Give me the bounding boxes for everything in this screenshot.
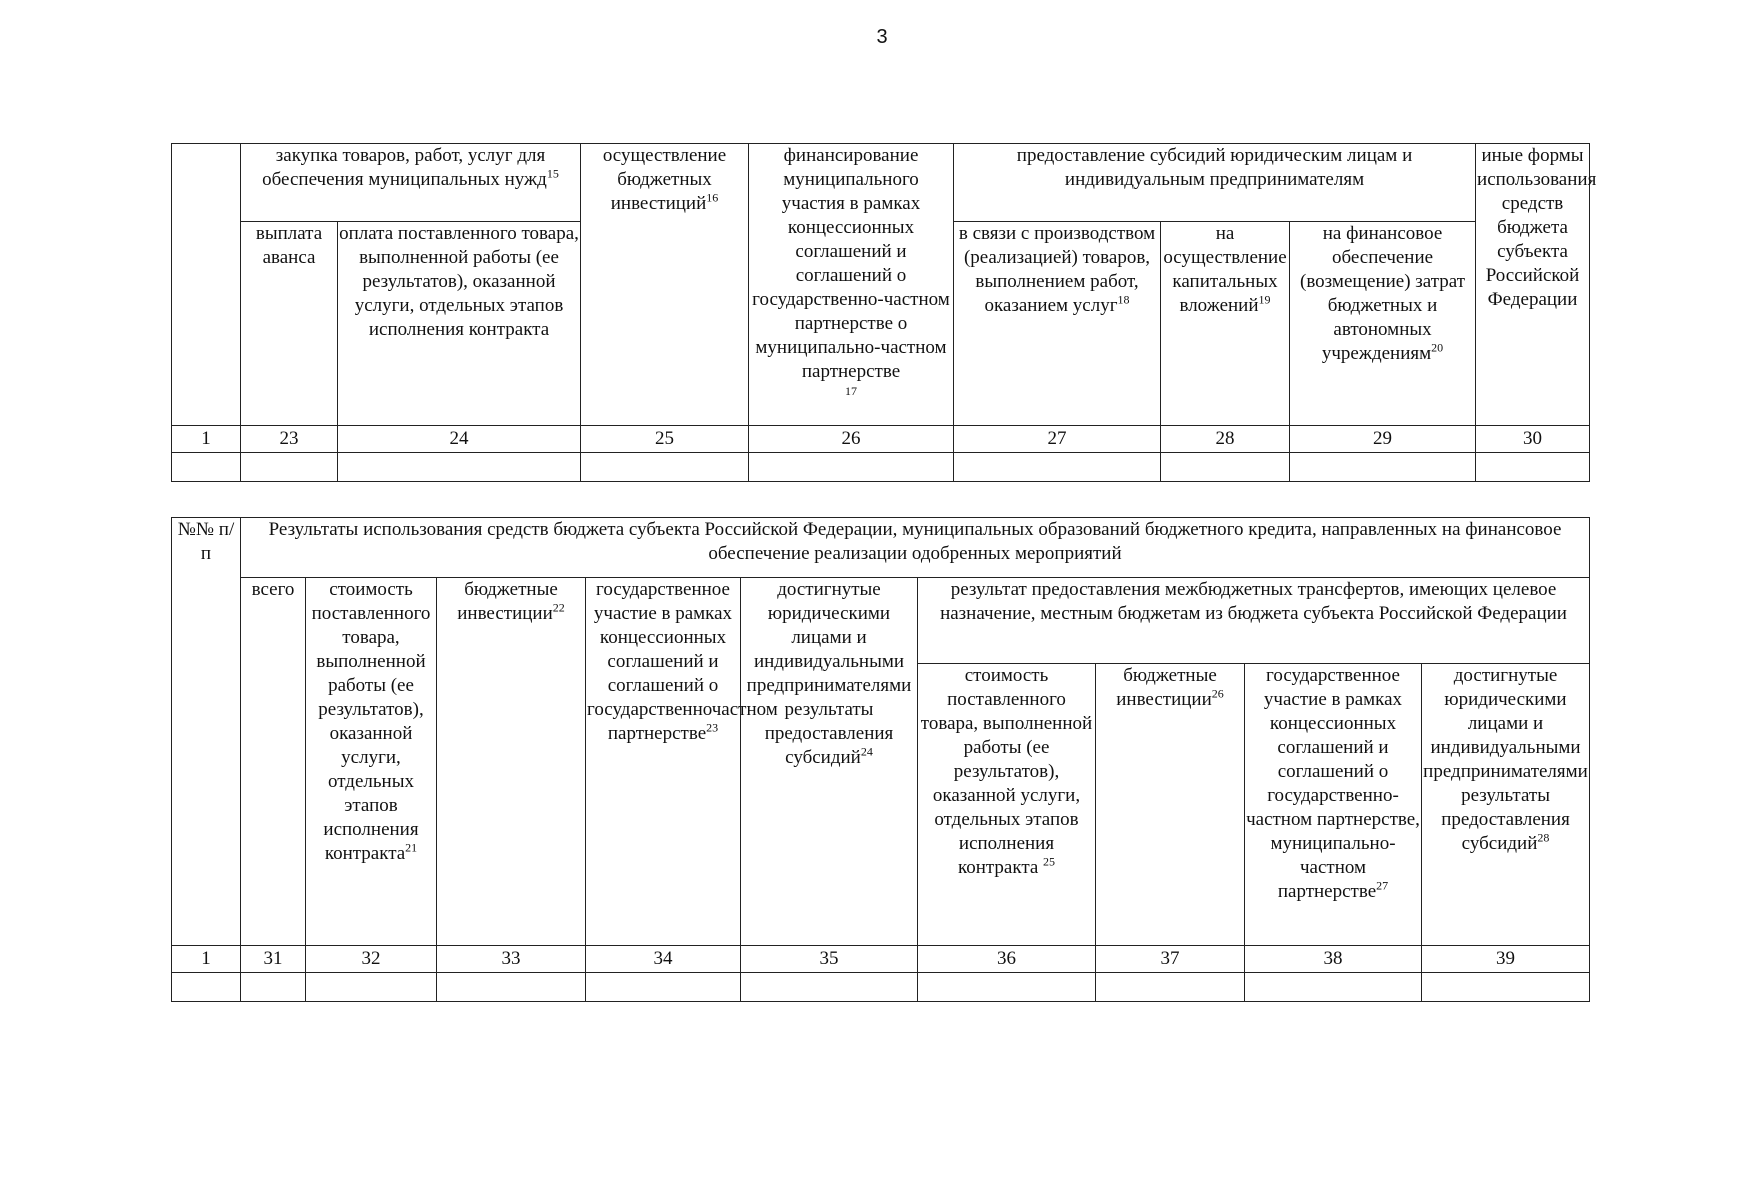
table-cell bbox=[1290, 453, 1476, 482]
subheader-production: в связи с производством (реализацией) товаров, выполнением работ, оказанием услуг$^{18}$ bbox=[954, 222, 1161, 426]
subheader-investments: бюджетные инвестиции$^{26}$ bbox=[1096, 664, 1245, 946]
table-cell bbox=[172, 453, 241, 482]
row-number-header bbox=[172, 144, 241, 426]
header-other-forms: иные формы использования средств бюджета субъекта Российской Федерации bbox=[1476, 144, 1590, 426]
table-cell bbox=[954, 453, 1161, 482]
report-table-1 bbox=[171, 143, 1597, 482]
table-cell bbox=[437, 973, 586, 1002]
header-procurement: закупка товаров, работ, услуг для обеспечения муниципальных нужд$^{15}$ bbox=[241, 144, 581, 222]
column-number: 24 bbox=[338, 426, 581, 453]
column-number: 25 bbox=[581, 426, 749, 453]
header-state-participation: государственное участие в рамках концессионных соглашений и соглашений о государственночастном партнерстве$^{23}$ bbox=[586, 578, 741, 946]
column-numbers-row bbox=[172, 946, 1590, 973]
column-number: 35 bbox=[741, 946, 918, 973]
subheader-achieved-results: достигнутые юридическими лицами и индивидуальными предпринимателями результаты предоставления субсидий$^{28}$ bbox=[1422, 664, 1590, 946]
column-number: 1 bbox=[172, 426, 241, 453]
table-cell bbox=[241, 453, 338, 482]
column-number: 32 bbox=[306, 946, 437, 973]
subheader-capital: на осуществление капитальных вложений$^{19}$ bbox=[1161, 222, 1290, 426]
subheader-payment: оплата поставленного товара, выполненной работы (ее результатов), оказанной услуги, отдельных этапов исполнения контракта bbox=[338, 222, 581, 426]
column-number: 37 bbox=[1096, 946, 1245, 973]
table-cell bbox=[581, 453, 749, 482]
subheader-cost: стоимость поставленного товара, выполненной работы (ее результатов), оказанной услуги, отдельных этапов исполнения контракта $^{25}$ bbox=[918, 664, 1096, 946]
column-number: 38 bbox=[1245, 946, 1422, 973]
header-transfers: результат предоставления межбюджетных трансфертов, имеющих целевое назначение, местным бюджетам из бюджета субъекта Российской Федерации bbox=[918, 578, 1590, 664]
column-number: 39 bbox=[1422, 946, 1590, 973]
table-cell bbox=[172, 973, 241, 1002]
table-cell bbox=[1161, 453, 1290, 482]
table-cell bbox=[241, 973, 306, 1002]
column-numbers-row bbox=[172, 426, 1590, 453]
column-number: 26 bbox=[749, 426, 954, 453]
column-number: 27 bbox=[954, 426, 1161, 453]
table-cell bbox=[918, 973, 1096, 1002]
column-number: 31 bbox=[241, 946, 306, 973]
empty-data-row bbox=[172, 973, 1590, 1002]
report-table-2 bbox=[171, 517, 1590, 1002]
column-number: 29 bbox=[1290, 426, 1476, 453]
table-cell bbox=[749, 453, 954, 482]
column-number: 33 bbox=[437, 946, 586, 973]
header-total: всего bbox=[241, 578, 306, 946]
subheader-advance: выплата аванса bbox=[241, 222, 338, 426]
header-achieved-results: достигнутые юридическими лицами и индивидуальными предпринимателями результаты предоставления субсидий$^{24}$ bbox=[741, 578, 918, 946]
table-cell bbox=[741, 973, 918, 1002]
subheader-state-participation: государственное участие в рамках концессионных соглашений и соглашений о государственно-частном партнерстве, муниципально-частном партнерстве$^{27}$ bbox=[1245, 664, 1422, 946]
row-number-header: №№ п/п bbox=[172, 518, 241, 946]
table-cell bbox=[1096, 973, 1245, 1002]
column-number: 36 bbox=[918, 946, 1096, 973]
page-number: 3 bbox=[876, 26, 888, 48]
column-number: 23 bbox=[241, 426, 338, 453]
header-concession: финансирование муниципального участия в рамках концессионных соглашений и соглашений о государственно-частном партнерстве о муниципально-частном партнерстве 17 bbox=[749, 144, 954, 426]
table-cell bbox=[1476, 453, 1590, 482]
header-subsidies: предоставление субсидий юридическим лицам и индивидуальным предпринимателям bbox=[954, 144, 1476, 222]
header-investments: осуществление бюджетных инвестиций$^{16}$ bbox=[581, 144, 749, 426]
empty-data-row bbox=[172, 453, 1590, 482]
table-cell bbox=[338, 453, 581, 482]
table-cell bbox=[306, 973, 437, 1002]
column-number: 1 bbox=[172, 946, 241, 973]
table-cell bbox=[1422, 973, 1590, 1002]
header-cost: стоимость поставленного товара, выполненной работы (ее результатов), оказанной услуги, отдельных этапов исполнения контракта$^{21}$ bbox=[306, 578, 437, 946]
column-number: 34 bbox=[586, 946, 741, 973]
column-number: 28 bbox=[1161, 426, 1290, 453]
header-results: Результаты использования средств бюджета субъекта Российской Федерации, муниципальных образований бюджетного кредита, направленных на финансовое обеспечение реализации одобренных мероприятий bbox=[241, 518, 1590, 578]
header-investments: бюджетные инвестиции$^{22}$ bbox=[437, 578, 586, 946]
table-cell bbox=[586, 973, 741, 1002]
column-number: 30 bbox=[1476, 426, 1590, 453]
subheader-support: на финансовое обеспечение (возмещение) затрат бюджетных и автономных учреждениям$^{20}$ bbox=[1290, 222, 1476, 426]
table-cell bbox=[1245, 973, 1422, 1002]
